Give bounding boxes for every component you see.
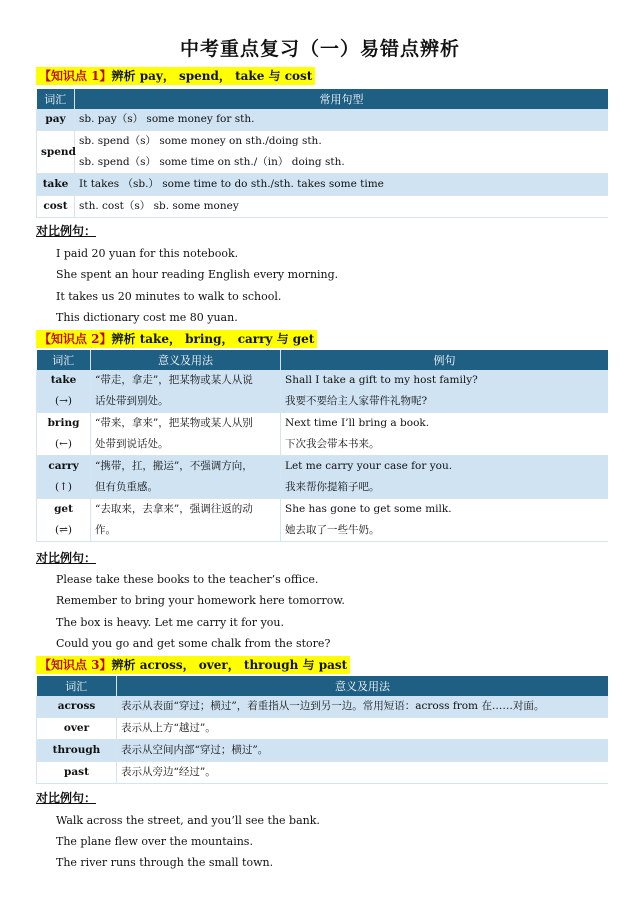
table-row (37, 718, 609, 740)
word: bring (47, 417, 80, 429)
pattern-line: sb. spend（s） some money on sth./doing sth. (79, 135, 322, 147)
up-arrow-icon: (↑) (55, 481, 72, 493)
meaning-cell: 表示从表面“穿过；横过”，着重指从一边到另一边。常用短语：across from 在……对面。 (117, 696, 609, 718)
kp3-text: 辨析 across， over， through 与 past (111, 658, 348, 672)
table-3-header-meaning: 意义及用法 (117, 676, 609, 696)
table-1-header-pattern: 常用句型 (75, 89, 609, 109)
kp2-bracket: 【知识点 2】 (39, 332, 112, 346)
example-line: 下次我会带本书来。 (285, 438, 380, 450)
example-sentence: She spent an hour reading English every morning. (56, 268, 339, 281)
meaning-line: “去取来，去拿来”，强调往返的动 (95, 503, 253, 515)
word-cell (37, 370, 91, 413)
meaning-line: “带走，拿走”，把某物或某人从说 (95, 374, 253, 386)
word-cell (37, 499, 91, 542)
meaning-line: “带来，拿来”，把某物或某人从别 (95, 417, 253, 429)
word-cell: spend (37, 131, 75, 174)
table-1 (36, 89, 608, 218)
knowledge-point-3-heading (36, 656, 350, 674)
left-arrow-icon: (←) (55, 438, 72, 450)
word-cell: over (37, 718, 117, 740)
meaning-cell (91, 456, 281, 499)
table-row (37, 196, 609, 218)
example-sentence: Please take these books to the teacher’s office. (56, 573, 319, 586)
word: carry (48, 460, 79, 472)
example-line: 她去取了一些牛奶。 (285, 524, 380, 536)
table-row (37, 762, 609, 784)
example-cell (281, 370, 609, 413)
word-cell (37, 413, 91, 456)
pattern-cell: sb. pay（s） some money for sth. (75, 109, 609, 131)
kp2-text: 辨析 take， bring， carry 与 get (111, 332, 315, 346)
word-cell: cost (37, 196, 75, 218)
example-line: She has gone to get some milk. (285, 503, 452, 515)
example-sentence: The river runs through the small town. (56, 856, 274, 869)
compare-label-1: 对比例句： (36, 224, 97, 238)
word-cell (37, 456, 91, 499)
example-line: Shall I take a gift to my host family? (285, 374, 478, 386)
word-cell: past (37, 762, 117, 784)
meaning-cell (91, 413, 281, 456)
example-sentence: Walk across the street, and you’ll see the bank. (56, 814, 320, 827)
example-sentence: The plane flew over the mountains. (56, 835, 253, 848)
compare-label-2: 对比例句： (36, 551, 97, 565)
word: take (50, 374, 77, 386)
meaning-line: 话处带到别处。 (95, 395, 169, 407)
example-cell (281, 413, 609, 456)
example-sentence: Remember to bring your homework here tomorrow. (56, 594, 345, 607)
example-sentence: I paid 20 yuan for this notebook. (56, 247, 239, 260)
pattern-line: sb. spend（s） some time on sth./（in） doing sth. (79, 156, 345, 168)
word-cell: through (37, 740, 117, 762)
page-title: 中考重点复习（一）易错点辨析 (179, 38, 460, 60)
example-line: 我来帮你提箱子吧。 (285, 481, 380, 493)
example-cell (281, 499, 609, 542)
example-line: Let me carry your case for you. (285, 460, 453, 472)
word: get (54, 503, 73, 515)
example-cell (281, 456, 609, 499)
meaning-cell: 表示从上方“越过”。 (117, 718, 609, 740)
table-row (37, 740, 609, 762)
word-cell: pay (37, 109, 75, 131)
table-2-header-word: 词汇 (37, 350, 91, 370)
example-sentence: It takes us 20 minutes to walk to school. (56, 290, 282, 303)
example-sentence: This dictionary cost me 80 yuan. (56, 311, 238, 324)
knowledge-point-1-heading (36, 67, 315, 85)
pattern-cell: sth. cost（s） sb. some money (75, 196, 609, 218)
word-cell: across (37, 696, 117, 718)
table-3 (36, 676, 608, 784)
round-trip-arrow-icon: (⇌) (55, 524, 72, 536)
meaning-cell: 表示从空间内部“穿过；横过”。 (117, 740, 609, 762)
kp3-bracket: 【知识点 3】 (39, 658, 112, 672)
meaning-line: 但有负重感。 (95, 481, 158, 493)
meaning-line: “携带，扛，搬运”，不强调方向， (95, 460, 253, 472)
compare-label-3: 对比例句： (36, 791, 97, 805)
table-3-header-word: 词汇 (37, 676, 117, 696)
table-row (37, 456, 609, 499)
pattern-cell: It takes （sb.） some time to do sth./sth. takes some time (75, 174, 609, 196)
kp1-bracket: 【知识点 1】 (39, 69, 112, 83)
example-sentence: Could you go and get some chalk from the store? (56, 637, 331, 650)
meaning-cell (91, 499, 281, 542)
meaning-line: 作。 (95, 524, 116, 536)
example-line: Next time I’ll bring a book. (285, 417, 430, 429)
table-row (37, 370, 609, 413)
table-2 (36, 350, 608, 542)
right-arrow-icon: (→) (55, 395, 72, 407)
table-row (37, 109, 609, 131)
kp1-text: 辨析 pay， spend， take 与 cost (111, 69, 313, 83)
table-1-header-word: 词汇 (37, 89, 75, 109)
table-row (37, 499, 609, 542)
table-2-header-meaning: 意义及用法 (91, 350, 281, 370)
table-row (37, 131, 609, 174)
meaning-cell (91, 370, 281, 413)
table-row (37, 174, 609, 196)
example-sentence: The box is heavy. Let me carry it for you. (56, 616, 284, 629)
table-row (37, 696, 609, 718)
meaning-line: 处带到说话处。 (95, 438, 169, 450)
knowledge-point-2-heading (36, 330, 317, 348)
meaning-cell: 表示从旁边“经过”。 (117, 762, 609, 784)
word-cell: take (37, 174, 75, 196)
table-row (37, 413, 609, 456)
pattern-cell (75, 131, 609, 174)
example-line: 我要不要给主人家带件礼物呢? (285, 395, 428, 407)
table-2-header-example: 例句 (281, 350, 609, 370)
